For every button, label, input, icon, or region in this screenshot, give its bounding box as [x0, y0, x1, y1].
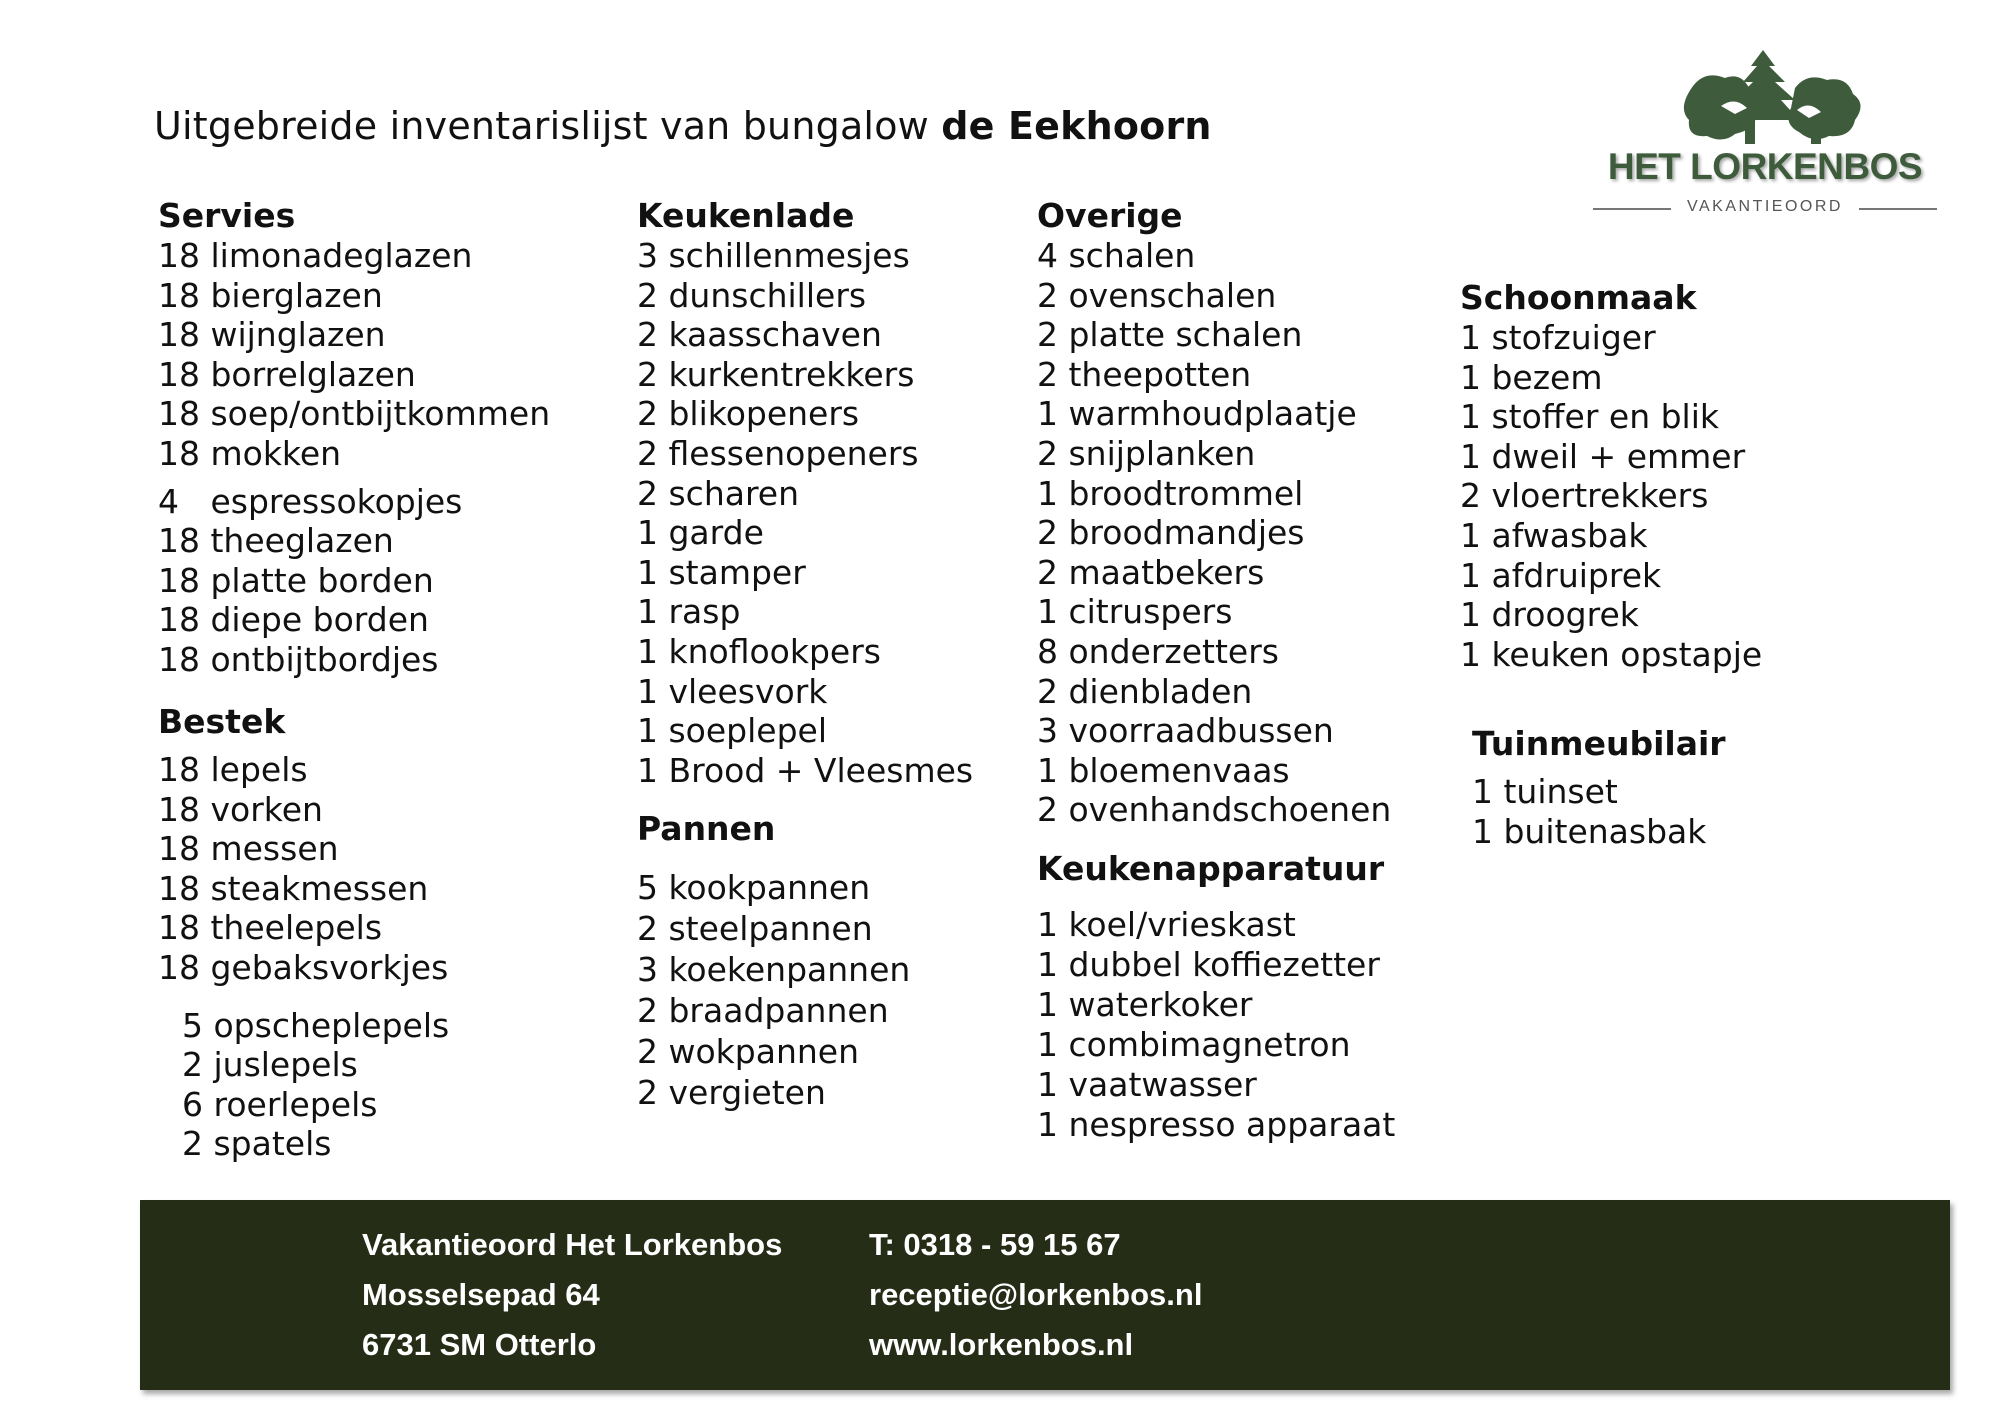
section-servies: [158, 196, 550, 680]
list-item: 18 soep/ontbijtkommen: [158, 394, 551, 434]
list-item: 2 ovenhandschoenen: [1037, 790, 1392, 830]
list-item: 2 wokpannen: [637, 1032, 859, 1071]
list-item: 5 kookpannen: [637, 868, 871, 907]
item-list: [158, 750, 449, 988]
list-item: 1 afwasbak: [1460, 515, 1648, 555]
list-item: 1 warmhoudplaatje: [1037, 394, 1357, 434]
section-heading: Tuinmeubilair: [1472, 724, 1726, 763]
item-list: [1472, 772, 1726, 851]
list-item: 1 tuinset: [1472, 772, 1618, 811]
list-item: 2 dunschillers: [637, 275, 867, 315]
list-item: 1 garde: [637, 513, 764, 553]
section-schoonmaak: [1460, 278, 1762, 674]
list-item: 18 diepe borden: [158, 600, 429, 640]
logo-subtitle: VAKANTIEOORD: [1687, 198, 1843, 215]
list-item: 18 theelepels: [158, 908, 383, 948]
list-item: 4 schalen: [1037, 236, 1196, 275]
footer-company: Vakantieoord Het Lorkenbos: [362, 1227, 783, 1262]
item-list: [637, 867, 910, 1113]
section-heading: Servies: [158, 196, 296, 235]
section-bestek: [158, 702, 449, 1164]
list-item: 1 stofzuiger: [1460, 318, 1656, 357]
list-item: 2 blikopeners: [637, 394, 860, 434]
list-item: 18 lepels: [158, 750, 308, 789]
section-overige: [1037, 196, 1391, 830]
footer-contact: [869, 1220, 1202, 1370]
item-list: [158, 236, 550, 680]
section-heading: Bestek: [158, 702, 286, 741]
list-item: 1 waterkoker: [1037, 985, 1253, 1024]
list-item: 1 soeplepel: [637, 711, 828, 751]
list-item: 18 theeglazen: [158, 521, 394, 561]
footer-website-link[interactable]: www.lorkenbos.nl: [869, 1327, 1134, 1362]
list-item: 1 broodtrommel: [1037, 473, 1304, 513]
list-item: 18 platte borden: [158, 560, 434, 600]
item-list: [637, 236, 973, 790]
list-item: 2 juslepels: [182, 1045, 358, 1085]
footer-street: Mosselsepad 64: [362, 1277, 600, 1312]
list-item: 1 Brood + Vleesmes: [637, 750, 974, 790]
list-item: 2 theepotten: [1037, 354, 1252, 394]
list-item: 18 messen: [158, 829, 339, 869]
footer-address: [362, 1220, 782, 1370]
list-item: 2 platte schalen: [1037, 315, 1303, 355]
list-item: 2 flessenopeners: [637, 433, 919, 473]
list-item: 18 bierglazen: [158, 275, 383, 315]
list-item: 1 knoflookpers: [637, 631, 881, 671]
list-item: 8 onderzetters: [1037, 631, 1279, 671]
logo-name: HET LORKENBOS: [1607, 146, 1923, 187]
list-item: 2 steelpannen: [637, 909, 873, 948]
list-item: 1 koel/vrieskast: [1037, 905, 1296, 944]
list-item: 2 snijplanken: [1037, 433, 1256, 473]
list-item: 1 bloemenvaas: [1037, 750, 1290, 790]
list-item: 1 droogrek: [1460, 595, 1639, 635]
list-item: 2 dienbladen: [1037, 671, 1253, 711]
footer-email-link[interactable]: receptie@lorkenbos.nl: [869, 1277, 1203, 1312]
bungalow-name: de Eekhoorn: [941, 104, 1212, 148]
list-item: 3 koekenpannen: [637, 950, 911, 989]
section-keukenapparatuur: [1037, 849, 1395, 1145]
list-item: 1 afdruiprek: [1460, 555, 1662, 595]
list-item: 2 braadpannen: [637, 991, 889, 1030]
list-item: 1 citruspers: [1037, 592, 1233, 632]
list-item: 18 mokken: [158, 433, 342, 473]
item-list: [1037, 236, 1391, 830]
section-heading: Keukenlade: [637, 196, 855, 235]
section-heading: Schoonmaak: [1460, 278, 1697, 317]
item-list: [1037, 905, 1395, 1145]
lorkenbos-logo: [1585, 48, 1945, 218]
section-pannen: [637, 809, 910, 1113]
list-item: 1 stamper: [637, 552, 806, 592]
list-item: 1 rasp: [637, 592, 741, 632]
list-item: 18 wijnglazen: [158, 315, 386, 355]
list-item: 1 nespresso apparaat: [1037, 1105, 1396, 1144]
list-item: 3 voorraadbussen: [1037, 711, 1334, 751]
list-item: 18 ontbijtbordjes: [158, 639, 439, 679]
title-prefix: Uitgebreide inventarislijst van bungalow: [154, 104, 942, 148]
list-item: 2 ovenschalen: [1037, 275, 1277, 315]
section-tuinmeubilair: [1472, 724, 1726, 851]
list-item: 18 limonadeglazen: [158, 236, 473, 275]
logo-divider-right: [1859, 208, 1937, 210]
list-item: 2 kurkentrekkers: [637, 354, 915, 394]
list-item: 18 vorken: [158, 789, 323, 829]
footer-phone: T: 0318 - 59 15 67: [869, 1227, 1121, 1262]
section-keukenlade: [637, 196, 973, 790]
page-title: [154, 98, 1212, 154]
list-item: 18 steakmessen: [158, 868, 429, 908]
list-item: 18 borrelglazen: [158, 354, 416, 394]
list-item: 2 scharen: [637, 473, 800, 513]
footer-city: 6731 SM Otterlo: [362, 1327, 597, 1362]
list-item: 18 gebaksvorkjes: [158, 947, 449, 987]
section-heading: Pannen: [637, 809, 776, 848]
list-item: 1 buitenasbak: [1472, 811, 1707, 851]
list-item: 2 maatbekers: [1037, 552, 1265, 592]
footer-bar: [140, 1200, 1950, 1390]
pine-tree-logo-icon: [1585, 48, 1945, 148]
list-item: 1 dubbel koffiezetter: [1037, 945, 1380, 984]
list-item: 2 kaasschaven: [637, 315, 882, 355]
list-item: 1 dweil + emmer: [1460, 436, 1746, 476]
list-item: 1 vleesvork: [637, 671, 828, 711]
list-item: 1 combimagnetron: [1037, 1025, 1351, 1064]
list-item: 2 vergieten: [637, 1073, 826, 1112]
list-item: 5 opscheplepels: [182, 1005, 450, 1045]
section-heading: Overige: [1037, 196, 1183, 235]
list-item: 2 broodmandjes: [1037, 513, 1305, 553]
list-item: 4 espressokopjes: [158, 481, 463, 521]
list-item: 3 schillenmesjes: [637, 236, 910, 275]
list-item: 6 roerlepels: [182, 1084, 378, 1124]
list-item: 1 bezem: [1460, 357, 1603, 397]
list-item: 1 stoffer en blik: [1460, 397, 1720, 437]
list-item: 2 spatels: [182, 1124, 332, 1164]
list-item: 2 vloertrekkers: [1460, 476, 1709, 516]
list-item: 1 keuken opstapje: [1460, 634, 1763, 674]
item-list: [1460, 318, 1762, 674]
list-item: 1 vaatwasser: [1037, 1065, 1257, 1104]
item-list-extra: [158, 1006, 449, 1164]
section-heading: Keukenapparatuur: [1037, 849, 1385, 888]
